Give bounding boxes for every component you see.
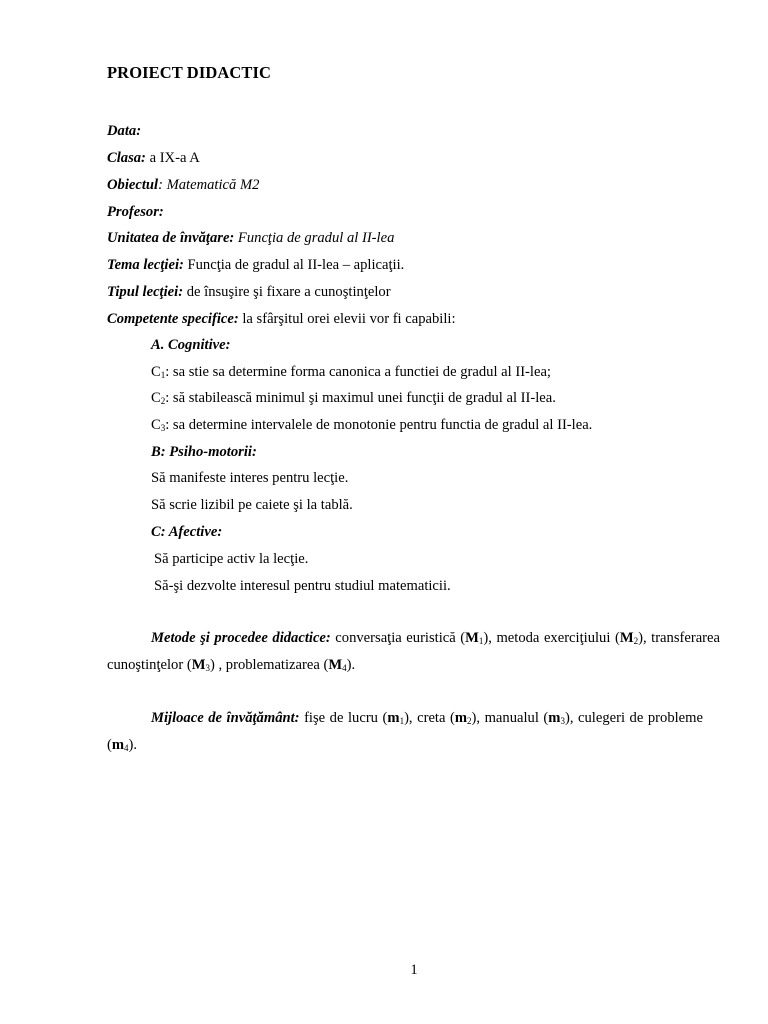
metode-code: M bbox=[619, 630, 634, 646]
mijloace-text: ), manualul ( bbox=[471, 710, 549, 726]
metode-text: ), metoda exerciţiului ( bbox=[483, 630, 620, 646]
mijloace-sub: 4 bbox=[124, 743, 129, 753]
field-profesor bbox=[107, 202, 164, 222]
page-number: 1 bbox=[410, 962, 418, 978]
field-obiectul-label: Obiectul bbox=[107, 177, 159, 193]
mijloace-code: m bbox=[454, 710, 468, 726]
mijloace-text: fişe de lucru ( bbox=[299, 710, 388, 726]
competence-sub: 2 bbox=[160, 396, 166, 406]
mijloace-text: ). bbox=[128, 737, 138, 753]
metode-sub: 1 bbox=[478, 636, 484, 646]
metode-text: ), transferarea cunoştinţelor ( bbox=[107, 630, 720, 673]
field-competente-value: la sfârşitul orei elevii vor fi capabili: bbox=[238, 311, 456, 327]
metode-code: M bbox=[465, 630, 479, 646]
field-tema bbox=[107, 255, 404, 275]
mijloace-text: ), creta ( bbox=[404, 710, 455, 726]
field-data-label: Data: bbox=[107, 123, 142, 139]
field-unitatea-label: Unitatea de învăţare: bbox=[107, 230, 235, 246]
field-tipul-label: Tipul lecţiei: bbox=[107, 284, 184, 300]
competence-code: C bbox=[151, 417, 161, 433]
field-tipul-value: de însuşire şi fixare a cunoştinţelor bbox=[183, 284, 391, 300]
competence-text: : sa stie sa determine forma canonica a functiei de gradul al II-lea; bbox=[165, 364, 551, 380]
metode-text: ). bbox=[346, 657, 356, 673]
mijloace-label: Mijloace de învăţământ: bbox=[151, 710, 300, 726]
field-profesor-label: Profesor: bbox=[107, 204, 164, 220]
metode-text: ) , problematizarea ( bbox=[210, 657, 329, 673]
mijloace-sub: 1 bbox=[399, 716, 405, 726]
competence-c1 bbox=[151, 362, 551, 382]
mijloace-sub: 3 bbox=[560, 716, 565, 726]
metode-sub: 4 bbox=[342, 663, 347, 673]
field-obiectul-value: : Matematică M2 bbox=[158, 177, 260, 193]
mijloace-code: m bbox=[387, 710, 400, 726]
competence-code: C bbox=[151, 390, 161, 406]
mijloace-paragraph bbox=[107, 705, 703, 759]
competence-sub: 1 bbox=[160, 370, 166, 380]
mijloace-text: ), culegeri de probleme ( bbox=[107, 710, 703, 753]
document-title: PROIECT DIDACTIC bbox=[107, 63, 272, 82]
metode-code: M bbox=[328, 657, 343, 673]
mijloace-code: m bbox=[548, 710, 561, 726]
metode-text: conversaţia euristică ( bbox=[330, 630, 466, 646]
section-psiho-heading: B: Psiho-motorii: bbox=[151, 444, 257, 460]
field-tipul bbox=[107, 282, 391, 302]
metode-sub: 3 bbox=[205, 663, 210, 673]
field-clasa-value: a IX-a A bbox=[145, 150, 200, 166]
field-unitatea bbox=[107, 228, 394, 248]
field-clasa bbox=[107, 148, 200, 168]
afective-item-2: Să-şi dezvolte interesul pentru studiul matematicii. bbox=[154, 578, 451, 594]
field-competente-label: Competente specifice: bbox=[107, 311, 239, 327]
competence-sub: 3 bbox=[160, 423, 166, 433]
competence-c3 bbox=[151, 415, 592, 435]
competence-c2 bbox=[151, 388, 556, 408]
metode-sub: 2 bbox=[633, 636, 639, 646]
field-tema-value: Funcţia de gradul al II-lea – aplicaţii. bbox=[183, 257, 405, 273]
field-obiectul bbox=[107, 175, 259, 195]
competence-text: : să stabilească minimul şi maximul unei funcţii de gradul al II-lea. bbox=[165, 390, 556, 406]
field-clasa-label: Clasa: bbox=[107, 150, 146, 166]
section-afective-heading: C: Afective: bbox=[151, 524, 223, 540]
psiho-item-1: Să manifeste interes pentru lecţie. bbox=[151, 470, 349, 486]
metode-code: M bbox=[191, 657, 206, 673]
metode-paragraph bbox=[107, 625, 720, 679]
field-tema-label: Tema lecţiei: bbox=[107, 257, 184, 273]
afective-item-1: Să participe activ la lecţie. bbox=[154, 551, 309, 567]
field-data bbox=[107, 121, 141, 141]
mijloace-code: m bbox=[111, 737, 125, 753]
mijloace-sub: 2 bbox=[467, 716, 472, 726]
field-unitatea-value: Funcţia de gradul al II-lea bbox=[234, 230, 395, 246]
competence-code: C bbox=[151, 364, 161, 380]
competence-text: : sa determine intervalele de monotonie pentru functia de gradul al II-lea. bbox=[165, 417, 593, 433]
psiho-item-2: Să scrie lizibil pe caiete şi la tablă. bbox=[151, 497, 353, 513]
field-competente bbox=[107, 309, 456, 329]
section-cognitive-heading: A. Cognitive: bbox=[151, 337, 231, 353]
metode-label: Metode şi procedee didactice: bbox=[151, 630, 331, 646]
